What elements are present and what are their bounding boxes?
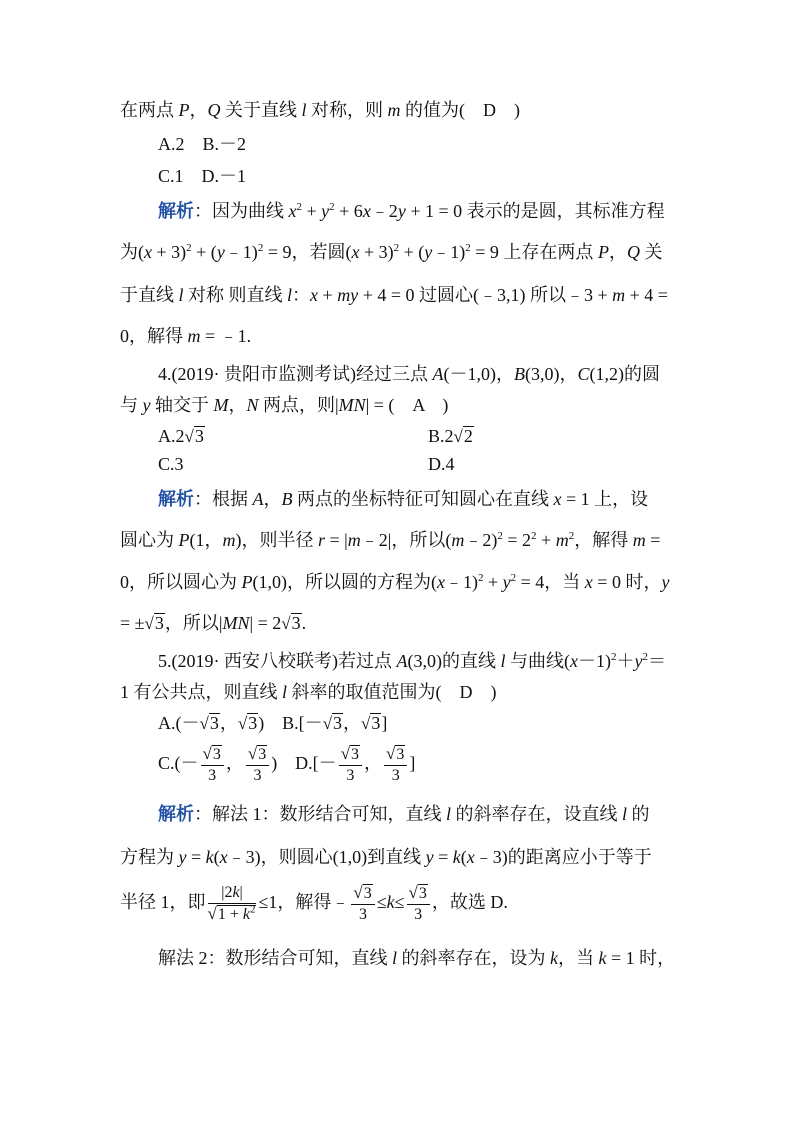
option-ab: A.(－√3，√3) B.[－√3，√3] [158,713,388,733]
analysis-line: 半径 1，即 $\frac{|2k|}{√1 + k^2}$ ≤1，解得﹣ $\frac{√3}{3}$ ≤k≤ $\frac{√3}{3}$ ，故选 D. [120,882,508,923]
analysis-line: 方程为 y = k(x﹣3)，则圆心(1,0)到直线 y = k(x﹣3)的距离应小于等于 [120,847,652,867]
analysis-label: 解析 [158,804,194,824]
option-cd: C.(－ $\frac{√3}{3}$ ， $\frac{√3}{3}$ ) D.[－ $\frac{√3}{3}$ ， $\frac{√3}{3}$ ] [158,743,416,784]
option-b: B.2√2 [428,426,473,446]
question-4-line: 与 y 轴交于 M，N 两点，则|MN| = ( A ) [120,395,449,415]
analysis-line: 于直线 l 对称 则直线 l：x + my + 4 = 0 过圆心(﹣3,1) 所以﹣3 + m + 4 = [120,285,668,305]
analysis-line: 为$(x + 3)^2$ + (y﹣1)$^2$ = 9，若圆$(x + 3)^2$ + (y﹣1)$^2$ = 9 上存在两点 P，Q 关 [120,242,663,262]
analysis-line: 解析：根据 A，B 两点的坐标特征可知圆心在直线 x = 1 上，设 [158,489,649,509]
question-5-line: 5.(2019· 西安八校联考)若过点 A(3,0)的直线 l 与曲线$(x-1)^2+y^2=$ [158,651,666,671]
analysis-label: 解析 [158,489,194,509]
analysis-line: 0，所以圆心为 P(1,0)，所以圆的方程为(x﹣1)$^2$ + $y^2 = 4$，当 x = 0 时，y [120,572,670,592]
question-5-line: 1 有公共点，则直线 l 斜率的取值范围为( D ) [120,682,497,702]
option-a: A.2√3 [158,426,204,446]
analysis-line: = ±√3，所以|MN| = 2√3. [120,613,307,633]
option-c: C.3 [158,454,184,474]
analysis-line: 0，解得 m = ﹣1. [120,326,252,346]
text-line: 在两点 P，Q 关于直线 l 对称，则 m 的值为( D ) [120,100,521,120]
option-line: C.1 D.－1 [158,166,247,186]
option-line: A.2 B.－2 [158,134,247,154]
analysis-line: 圆心为 P(1，m)，则半径 r = |m﹣2|，所以(m﹣2)$^2$ = $2^2 + m^2$，解得 m = [120,530,661,550]
question-4-line: 4.(2019· 贵阳市监测考试)经过三点 A(－1,0)，B(3,0)，C(1,2)的圆 [158,364,660,384]
analysis-line: 解析：解法 1：数形结合可知，直线 l 的斜率存在，设直线 l 的 [158,804,650,824]
analysis-line: 解法 2：数形结合可知，直线 l 的斜率存在，设为 k，当 k = 1 时， [158,948,676,968]
analysis-label: 解析 [158,201,194,221]
option-d: D.4 [428,454,455,474]
analysis-line: 解析：因为曲线 $x^2 + y^2$ + 6x﹣2y + 1 = 0 表示的是圆，其标准方程 [158,201,665,221]
